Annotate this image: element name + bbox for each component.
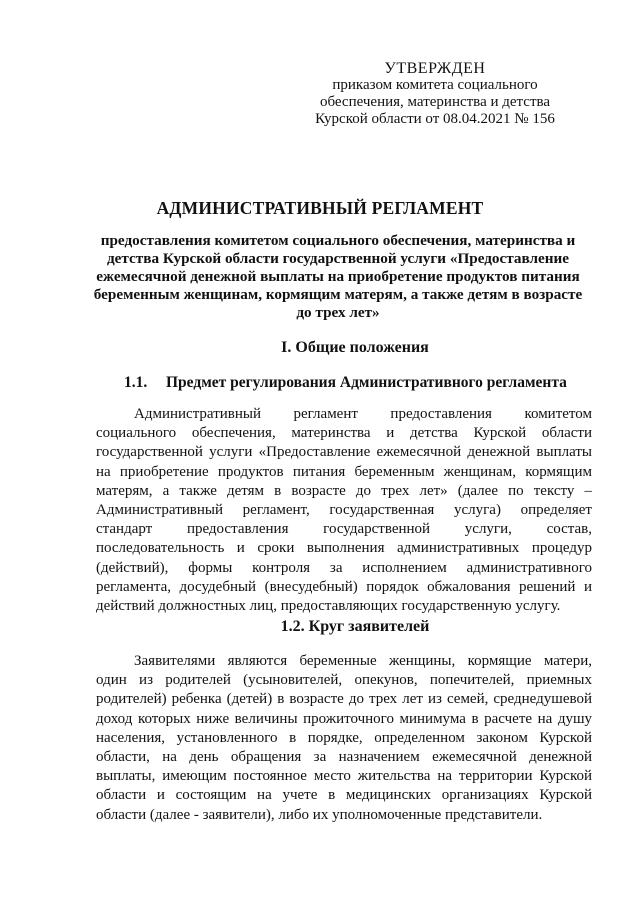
document-title: АДМИНИСТРАТИВНЫЙ РЕГЛАМЕНТ	[156, 198, 484, 218]
paragraph-line: действий должностных лиц, предоставляющих государственную услугу.	[96, 597, 561, 614]
paragraph-line: Административный регламент, государственная услуга) определяет	[96, 501, 592, 518]
approval-line: Курской области от 08.04.2021 № 156	[315, 111, 555, 127]
subtitle-line: предоставления комитетом социального обеспечения, материнства и	[100, 232, 576, 249]
paragraph-applicants	[96, 652, 592, 825]
document-subtitle	[88, 232, 588, 322]
approval-stamp: УТВЕРЖДЕН	[384, 60, 486, 77]
paragraph-line: Заявителями являются беременные женщины, кормящие матери,	[134, 653, 592, 669]
subsection-heading	[124, 374, 567, 392]
paragraph-line: области (далее - заявители), либо их уполномоченные представители.	[96, 806, 543, 823]
paragraph-line: социального обеспечения, материнства и детства Курской области	[96, 425, 592, 442]
paragraph-line: выплаты, имеющим постоянное место жительства на территории Курской	[96, 768, 592, 785]
paragraph-line: родителей) ребенка (детей) в возрасте до трех лет из семей, среднедушевой	[96, 691, 592, 708]
paragraph-line: доход которых ниже величины прожиточного минимума в расчете на душу	[96, 710, 592, 727]
approval-block	[300, 60, 570, 128]
paragraph-line: один из родителей (усыновителей, опекунов, попечителей, приемных	[96, 672, 592, 689]
paragraph-line: населения, установленного в порядке, определенном законом Курской	[96, 729, 592, 746]
section-heading-applicants: 1.2. Круг заявителей	[280, 618, 430, 635]
approval-line: приказом комитета социального	[332, 77, 538, 93]
subtitle-line: детства Курской области государственной услуги «Предоставление	[106, 250, 570, 267]
paragraph-line: области и состоящим на учете в медицинских организациях Курской	[96, 787, 592, 804]
subtitle-line: беременным женщинам, кормящим матерям, а также детям в возрасте	[93, 286, 583, 303]
paragraph-line: последовательность и сроки выполнения административных процедур	[96, 540, 592, 557]
paragraph-line: Административный регламент предоставления комитетом	[134, 406, 592, 422]
paragraph-line: области, на день обращения за назначением ежемесячной денежной	[96, 748, 592, 765]
paragraph-line: на приобретение продуктов питания беременным женщинам, кормящим	[96, 463, 592, 480]
approval-line: обеспечения, материнства и детства	[319, 94, 551, 110]
subsection-number: 1.1.	[124, 374, 148, 391]
paragraph-line: регламента, досудебный (внесудебный) порядок обжалования решений и	[96, 578, 592, 595]
paragraph-line: матерям, а также детям в возрасте до трех лет» (далее по тексту –	[96, 482, 592, 499]
section-heading-general: I. Общие положения	[281, 339, 429, 356]
paragraph-line: (действий), формы контроля за исполнением административного	[96, 559, 592, 576]
subsection-title: Предмет регулирования Административного регламента	[166, 374, 567, 391]
subtitle-line: ежемесячной денежной выплаты на приобретение продуктов питания	[96, 268, 580, 285]
subtitle-line: до трех лет»	[296, 304, 380, 321]
paragraph-line: стандарт предоставления государственной услуги, состав,	[96, 521, 592, 538]
paragraph-line: государственной услуги «Предоставление ежемесячной денежной выплаты	[96, 444, 592, 461]
paragraph-subject	[96, 405, 592, 616]
